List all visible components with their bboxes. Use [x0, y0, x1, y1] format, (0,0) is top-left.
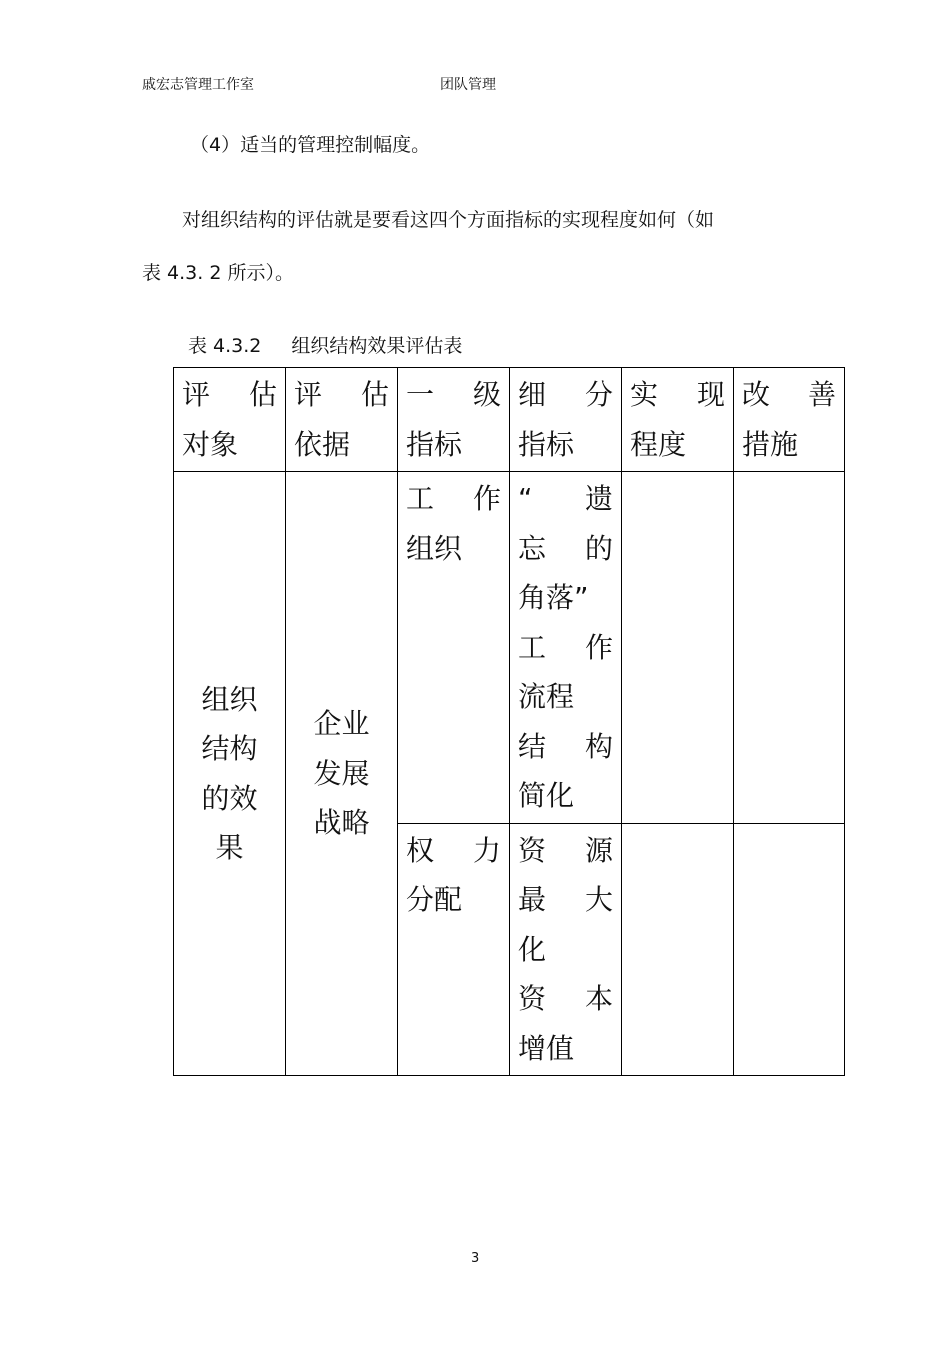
- header-text: 指标: [518, 427, 575, 461]
- cell-text: 果: [215, 831, 244, 864]
- page-number: 3: [471, 1251, 480, 1266]
- cell-text: 忘 的: [518, 531, 613, 565]
- cell-text: 资 源: [518, 833, 613, 867]
- table-row: [174, 472, 845, 824]
- cell-text: 企业: [313, 707, 370, 741]
- header-text: 程度: [630, 427, 687, 461]
- header-cell-improvement: [734, 368, 845, 472]
- cell-text: 简化: [518, 779, 575, 812]
- cell-level1: [398, 823, 510, 1076]
- header-cell-basis: [286, 368, 398, 472]
- cell-text: 组织: [406, 531, 463, 565]
- header-cell-progress: [622, 368, 734, 472]
- cell-detail: [510, 823, 622, 1076]
- cell-text: 化: [518, 932, 547, 966]
- header-cell-detail: [510, 368, 622, 472]
- cell-text: 战略: [313, 806, 370, 840]
- cell-detail: [510, 472, 622, 824]
- header-author: 戚宏志管理工作室: [142, 77, 254, 93]
- cell-text: 的效: [201, 781, 258, 815]
- cell-text: 资 本: [518, 982, 613, 1015]
- cell-text: 结 构: [518, 729, 613, 763]
- cell-text: 最 大: [518, 883, 613, 916]
- cell-text: 组织: [201, 682, 258, 716]
- cell-text: 结构: [201, 732, 258, 765]
- cell-text: “ 遗: [518, 482, 613, 515]
- cell-text: 角落”: [518, 581, 589, 614]
- list-item-4: （4）适当的管理控制幅度。: [190, 134, 431, 156]
- cell-object: [174, 472, 286, 1076]
- header-text: 对象: [182, 427, 239, 461]
- header-text: 改 善: [742, 378, 836, 411]
- header-text: 依据: [294, 427, 351, 461]
- cell-improvement: [734, 823, 845, 1076]
- cell-level1: [398, 472, 510, 824]
- header-text: 实 现: [630, 378, 725, 411]
- table-title: 组织结构效果评估表: [291, 335, 463, 357]
- header-text: 细 分: [518, 378, 613, 411]
- header-text: 评 估: [182, 378, 277, 411]
- header-cell-level1: [398, 368, 510, 472]
- table-caption: [188, 331, 462, 358]
- evaluation-table: [173, 367, 845, 1076]
- header-title: 团队管理: [440, 77, 496, 93]
- cell-text: 工 作: [406, 482, 501, 515]
- paragraph-line-2: 表 4.3. 2 所示）。: [142, 262, 294, 284]
- cell-basis: [286, 472, 398, 1076]
- cell-text: 流程: [518, 680, 575, 713]
- cell-progress: [622, 823, 734, 1076]
- header-text: 指标: [406, 427, 463, 461]
- cell-progress: [622, 472, 734, 824]
- table-header-row: [174, 368, 845, 472]
- header-text: 措施: [742, 427, 799, 461]
- cell-improvement: [734, 472, 845, 824]
- cell-text: 发展: [313, 756, 370, 790]
- header-cell-object: [174, 368, 286, 472]
- header-text: 一 级: [406, 378, 501, 411]
- header-text: 评 估: [294, 378, 389, 411]
- table-number: 表 4.3.2: [188, 335, 262, 357]
- cell-text: 分配: [406, 883, 463, 916]
- cell-text: 权 力: [406, 833, 501, 867]
- cell-text: 增值: [518, 1031, 575, 1065]
- cell-text: 工 作: [518, 630, 613, 664]
- paragraph-line-1: 对组织结构的评估就是要看这四个方面指标的实现程度如何（如: [182, 209, 715, 231]
